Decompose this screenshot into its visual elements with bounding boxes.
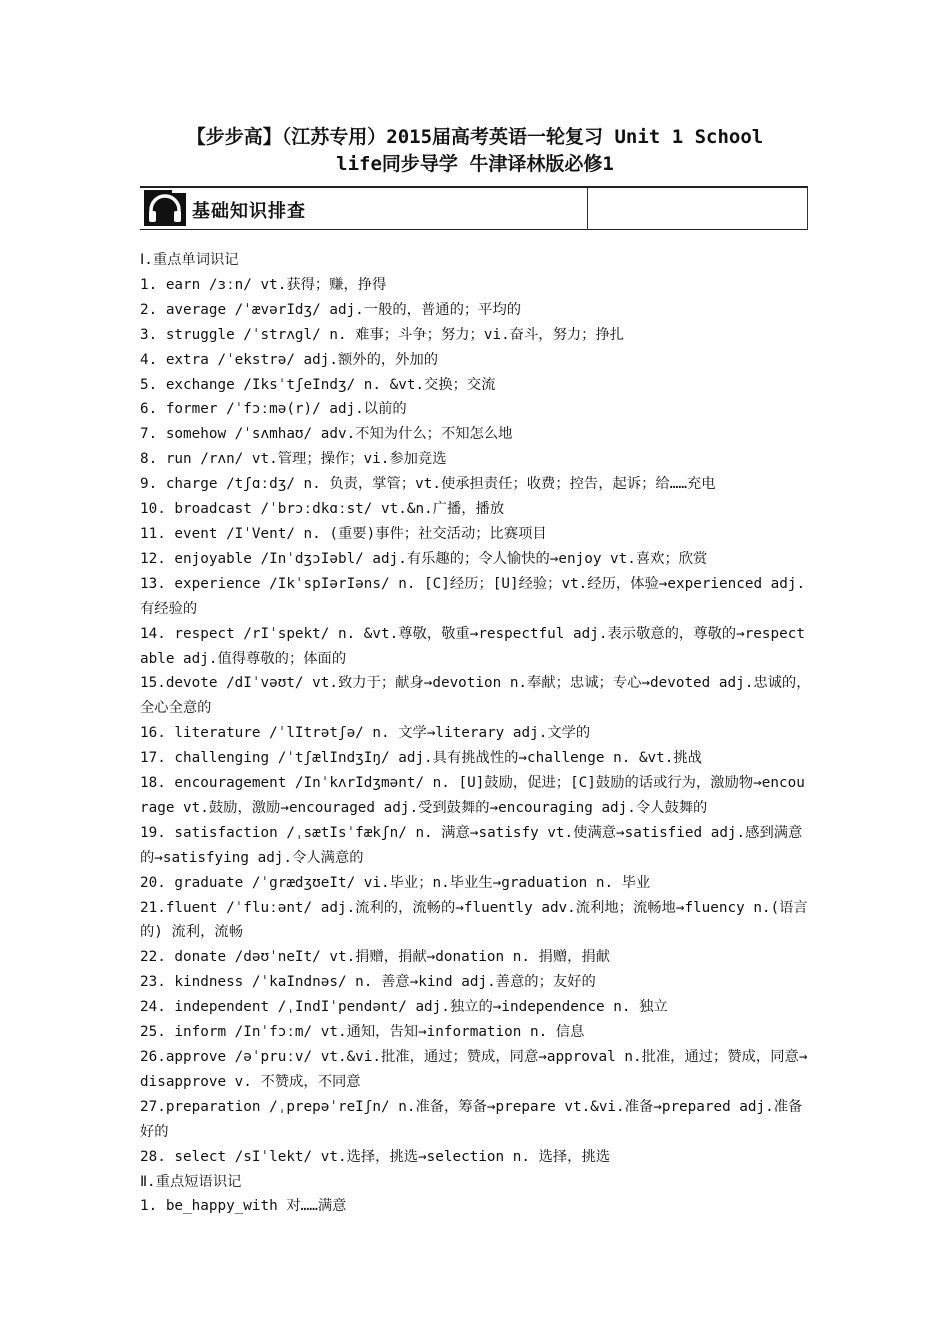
document-title <box>140 124 810 178</box>
vocab-item: 20. graduate /ˈgrædʒʊeIt/ vi.毕业；n.毕业生→graduation n. 毕业 <box>140 874 651 891</box>
vocab-item: 25. inform /Inˈfɔːm/ vt.通知，告知→information n. 信息 <box>140 1024 585 1041</box>
section-heading-words: Ⅰ.重点单词识记 <box>140 252 239 268</box>
vocab-item: 16. literature /ˈlItrətʃə/ n. 文学→literary adj.文学的 <box>140 725 591 742</box>
vocab-item: 9. charge /tʃɑːdʒ/ n. 负责，掌管；vt.使承担责任；收费；控告，起诉；给……充电 <box>140 476 716 493</box>
banner-right-edge <box>807 188 808 230</box>
vocab-item: 2. average /ˈævərIdʒ/ adj.一般的，普通的；平均的 <box>140 301 522 318</box>
vocab-item: 5. exchange /IksˈtʃeIndʒ/ n. &vt.交换；交流 <box>140 376 496 393</box>
phrase-item: 1. be_happy_with 对……满意 <box>140 1198 347 1215</box>
vocab-item: 18. encouragement /InˈkʌrIdʒmənt/ n. [U]鼓励，促进；[C]鼓励的话或行为，激励物→encourage vt.鼓励，激励→encouraged adj.受到鼓舞的→encouraging adj.令人鼓舞的 <box>140 775 805 816</box>
headphones-icon <box>144 190 186 226</box>
vocab-item: 1. earn /ɜːn/ vt.获得；赚，挣得 <box>140 276 387 293</box>
vocab-item: 13. experience /IkˈspIərIəns/ n. [C]经历；[U]经验；vt.经历，体验→experienced adj.有经验的 <box>140 575 806 617</box>
banner-divider <box>587 188 588 230</box>
vocab-item: 23. kindness /ˈkaIndnəs/ n. 善意→kind adj.善意的；友好的 <box>140 974 596 991</box>
section-heading-phrases: Ⅱ.重点短语识记 <box>140 1173 242 1190</box>
vocab-item: 28. select /sIˈlekt/ vt.选择，挑选→selection n. 选择，挑选 <box>140 1148 611 1165</box>
section-banner <box>140 186 808 230</box>
vocab-item: 15.devote /dIˈvəʊt/ vt.致力于；献身→devotion n.奉献；忠诚；专心→devoted adj.忠诚的，全心全意的 <box>140 675 811 717</box>
vocab-item: 7. somehow /ˈsʌmhaʊ/ adv.不知为什么；不知怎么地 <box>140 426 513 443</box>
title-line-1: 【步步高】（江苏专用）2015届高考英语一轮复习 Unit 1 School <box>186 126 764 148</box>
vocab-item: 4. extra /ˈekstrə/ adj.额外的，外加的 <box>140 351 439 368</box>
vocab-item: 19. satisfaction /ˌsætIsˈfækʃn/ n. 满意→satisfy vt.使满意→satisfied adj.感到满意的→satisfying adj.令人满意的 <box>140 824 803 866</box>
vocab-item: 12. enjoyable /InˈdʒɔIəbl/ adj.有乐趣的；令人愉快的→enjoy vt.喜欢；欣赏 <box>140 550 708 567</box>
vocab-item: 17. challenging /ˈtʃælIndʒIŋ/ adj.具有挑战性的→challenge n. &vt.挑战 <box>140 750 702 767</box>
vocab-item: 22. donate /dəʊˈneIt/ vt.捐赠，捐献→donation n. 捐赠，捐献 <box>140 949 611 966</box>
vocab-item: 27.preparation /ˌprepəˈreIʃn/ n.准备，筹备→prepare vt.&vi.准备→prepared adj.准备好的 <box>140 1098 803 1140</box>
vocab-item: 26.approve /əˈpruːv/ vt.&vi.批准，通过；赞成，同意→approval n.批准，通过；赞成，同意→disapprove v. 不赞成，不同意 <box>140 1049 808 1090</box>
vocab-item: 14. respect /rIˈspekt/ n. &vt.尊敬，敬重→respectful adj.表示敬意的，尊敬的→respectable adj.值得尊敬的；体面的 <box>140 625 805 667</box>
title-line-2: life同步导学 牛津译林版必修1 <box>336 153 614 175</box>
main-content <box>140 248 812 1219</box>
banner-label: 基础知识排查 <box>192 201 306 222</box>
vocab-item: 6. former /ˈfɔːmə(r)/ adj.以前的 <box>140 401 407 418</box>
vocab-item: 3. struggle /ˈstrʌgl/ n. 难事；斗争；努力；vi.奋斗，努力；挣扎 <box>140 326 625 343</box>
vocab-item: 10. broadcast /ˈbrɔːdkɑːst/ vt.&n.广播，播放 <box>140 501 505 518</box>
vocab-item: 24. independent /ˌIndIˈpendənt/ adj.独立的→independence n. 独立 <box>140 999 668 1016</box>
vocab-item: 8. run /rʌn/ vt.管理；操作；vi.参加竞选 <box>140 451 447 468</box>
vocab-item: 11. event /IˈVent/ n. (重要)事件；社交活动；比赛项目 <box>140 525 547 542</box>
vocab-item: 21.fluent /ˈfluːənt/ adj.流利的，流畅的→fluently adv.流利地；流畅地→fluency n.(语言的) 流利，流畅 <box>140 899 808 941</box>
